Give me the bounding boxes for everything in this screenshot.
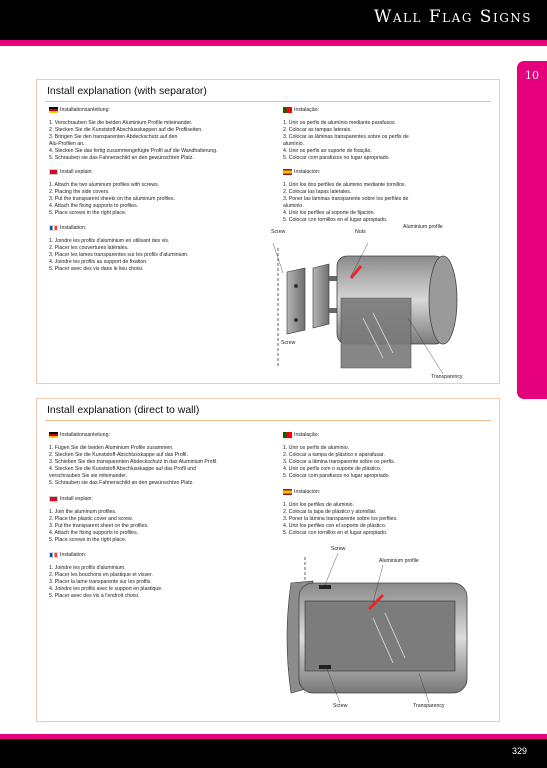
step: 4. Attach the fixing supports to profiles.	[49, 203, 139, 209]
section-divider	[45, 420, 491, 421]
assembly-diagram-direct	[243, 543, 483, 715]
step: Alu-Profilen an.	[49, 141, 85, 147]
install-section-direct-to-wall	[36, 398, 500, 722]
step: 4. Unir los perfiles con el soporte de plástico.	[283, 523, 387, 529]
step: 4. Stecken Sie das fertig zusammengefügte Profil auf die Wandhalterung.	[49, 148, 218, 154]
instructions-de	[49, 430, 271, 487]
label-aluminium-profile: Aluminium profile	[379, 558, 419, 564]
page-number: 329	[511, 746, 527, 756]
step: 5. Colocar com parafusos no lugar apropriado.	[283, 473, 390, 479]
chapter-tab	[517, 61, 547, 399]
step: aluminio.	[283, 203, 304, 209]
instructions-es	[283, 167, 505, 224]
step: 1. Unir los dos perfiles de aluminio mediante tornillos.	[283, 182, 406, 188]
step: 2. Stecken Sie die Kunststoff-Abschlusskappe auf das Profil.	[49, 452, 188, 458]
step: 2. Colocar las tapas laterales.	[283, 189, 352, 195]
portugal-flag-icon	[283, 107, 292, 113]
instructions-pt	[283, 105, 505, 162]
step: 1. Unir os perfis de alumínio mediante parafusos.	[283, 120, 397, 126]
step: 3. Bringen Sie den transparenten Abdeckschutz auf den	[49, 134, 178, 140]
instructions-pt	[283, 430, 505, 480]
page-footer	[0, 734, 547, 768]
step: 4. Unir os perfis ao suporte de fixação.	[283, 148, 372, 154]
france-flag-icon	[49, 552, 58, 558]
step: 1. Joindre les profils d'aluminium.	[49, 565, 126, 571]
step: 5. Place screws in the right place.	[49, 210, 127, 216]
lang-label-es: Instalación:	[294, 169, 321, 175]
wall-profile-illustration	[243, 543, 483, 715]
step: 2. Colocar la tapa de plástico y atornillar.	[283, 509, 377, 515]
page-header	[0, 0, 547, 40]
step: 5. Colocar com parafusos no lugar apropriado.	[283, 155, 390, 161]
step: 3. Put the transparent sheets on the aluminum profiles.	[49, 196, 176, 202]
label-screw-top: Screw	[271, 229, 286, 235]
step: alumínio.	[283, 141, 305, 147]
lang-label-es: Instalación:	[294, 489, 321, 495]
step: 5. Placer avec des vis à l'endroit choisi.	[49, 593, 140, 599]
lang-label-pt: Instalação:	[294, 432, 320, 438]
portugal-flag-icon	[283, 432, 292, 438]
label-aluminium-profile: Aluminium profile	[403, 224, 443, 230]
step: 4. Unir los perfiles al soporte de fijación.	[283, 210, 375, 216]
lang-label-fr: Installation:	[60, 225, 87, 231]
step: 4. Joindre les profils au support de fixation.	[49, 259, 148, 265]
step: 5. Schrauben sie das Fahnenschild an den gewünschten Platz.	[49, 480, 194, 486]
uk-flag-icon	[49, 169, 58, 175]
step: 1. Attach the two aluminum profiles with screws.	[49, 182, 160, 188]
france-flag-icon	[49, 225, 58, 231]
step: 1. Join the aluminum profiles.	[49, 509, 117, 515]
instructions-en	[49, 494, 271, 544]
step: 5. Colocar con tornillos en el lugar apropiado.	[283, 217, 388, 223]
step: 2. Placing the side covers.	[49, 189, 110, 195]
germany-flag-icon	[49, 432, 58, 438]
label-nuts: Nuts	[355, 229, 366, 235]
label-transparency: Transparency	[431, 374, 463, 380]
step: 3. Schieben Sie den transparenten Abdeckschutz in das Aluminium Profil.	[49, 459, 218, 465]
step: 3. Placer la lame transparente sur les profils.	[49, 579, 152, 585]
section-divider	[45, 101, 491, 102]
step: 5. Colocar con tornillos en el lugar apropiado.	[283, 530, 388, 536]
step: 4. Joindre les profils avec le support en plastique.	[49, 586, 163, 592]
instructions-de	[49, 105, 271, 162]
exploded-profile-illustration	[233, 228, 498, 380]
lang-label-en: Install explain:	[60, 496, 93, 502]
step: 2. Placer les bouchons en plastique et visser.	[49, 572, 153, 578]
uk-flag-icon	[49, 496, 58, 502]
spain-flag-icon	[283, 489, 292, 495]
step: 3. Colocar as lâminas transparentes sobre os perfis de	[283, 134, 409, 140]
step: 3. Poner las láminas transparente sobre los perfiles de	[283, 196, 409, 202]
step: 3. Placer les lames transparentes sur les profils d'aluminium.	[49, 252, 189, 258]
lang-label-de: Installationsanleitung:	[60, 107, 110, 113]
step: 2. Placer les couvertures latérales.	[49, 245, 129, 251]
section-title: Install explanation (with separator)	[47, 85, 207, 97]
lang-label-fr: Installation:	[60, 552, 87, 558]
step: 1. Fügen Sie die beiden Aluminium Profile zusammen.	[49, 445, 174, 451]
step: 2. Colocar a tampa de plástico e aparafusar.	[283, 452, 385, 458]
step: 4. Unir os perfis com o suporte de plástico.	[283, 466, 382, 472]
chapter-number: 10	[525, 69, 539, 82]
step: 1. Unir os perfis de alumínio.	[283, 445, 350, 451]
step: 1. Unir los perfiles de aluminio.	[283, 502, 354, 508]
step: 5. Place screws in the right place.	[49, 537, 127, 543]
step: 4. Attach the fixing supports to profiles.	[49, 530, 139, 536]
footer-accent-stripe	[0, 734, 547, 739]
section-title: Install explanation (direct to wall)	[47, 404, 200, 416]
instructions-es	[283, 487, 505, 537]
instructions-en	[49, 167, 271, 217]
label-screw-top: Screw	[331, 546, 346, 552]
step: 1. Verschrauben Sie die beiden Aluminium Profile miteinander.	[49, 120, 193, 126]
step: 2. Place the plastic cover and screw.	[49, 516, 133, 522]
label-screw-bottom: Screw	[333, 703, 348, 709]
header-accent-stripe	[0, 40, 547, 46]
germany-flag-icon	[49, 107, 58, 113]
step: 3. Colocar a lâmina transparente sobre os perfis.	[283, 459, 396, 465]
install-section-separator	[36, 79, 500, 384]
lang-label-de: Installationsanleitung:	[60, 432, 110, 438]
lang-label-en: Install explain:	[60, 169, 93, 175]
step: 4. Stecken Sie die Kunststoff Abschlusskappe auf das Profil und	[49, 466, 196, 472]
step: verschrauben Sie sie miteinander.	[49, 473, 128, 479]
label-screw-bottom: Screw	[281, 340, 296, 346]
page-title: Wall Flag Signs	[373, 7, 532, 27]
lang-label-pt: Instalação:	[294, 107, 320, 113]
assembly-diagram-separator	[233, 224, 498, 380]
step: 5. Schrauben sie das Fahnenschild an den gewünschten Platz.	[49, 155, 194, 161]
spain-flag-icon	[283, 169, 292, 175]
instructions-fr	[49, 550, 271, 600]
step: 3. Put the transparent sheet on the profiles.	[49, 523, 149, 529]
step: 3. Poner la lámina transparente sobre los perfiles.	[283, 516, 398, 522]
step: 2. Colocar as tampas laterais.	[283, 127, 352, 133]
label-transparency: Transparency	[413, 703, 445, 709]
step: 1. Joindre les profils d'aluminium en utilisant des vis.	[49, 238, 170, 244]
step: 5. Placer avec des vis dans le lieu choisi.	[49, 266, 144, 272]
step: 2. Stecken Sie die Kunststoff Abschlusskappen auf die Profilseiten.	[49, 127, 203, 133]
